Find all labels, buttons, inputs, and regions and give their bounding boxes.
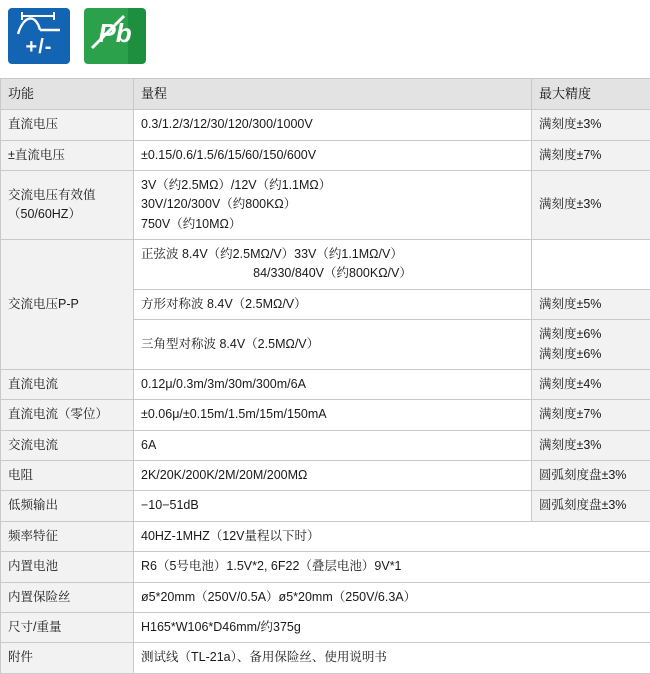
cell-function: 交流电流 (1, 430, 134, 460)
table-row (1, 240, 650, 290)
table-row (1, 170, 650, 239)
header-function: 功能 (1, 79, 134, 110)
table-row (1, 369, 650, 399)
cell-function-line: 交流电压有效值 (8, 186, 126, 205)
cell-function: 低频输出 (1, 491, 134, 521)
pb-free-crossed-icon (84, 8, 146, 64)
cell-accuracy: 满刻度±5% (532, 289, 650, 319)
pb-label: Pb (84, 20, 146, 46)
cell-range-line: 3V（约2.5MΩ）/12V（约1.1MΩ） (141, 176, 524, 195)
cell-accuracy: 满刻度±7% (532, 140, 650, 170)
cell-function: 内置保险丝 (1, 582, 134, 612)
cell-accuracy: 满刻度±7% (532, 400, 650, 430)
cell-accuracy: 满刻度±3% (532, 430, 650, 460)
cell-range-line: 30V/120/300V（约800KΩ） (141, 195, 524, 214)
cell-range: 0.3/1.2/3/12/30/120/300/1000V (134, 110, 532, 140)
table-row (1, 612, 650, 642)
table-row (1, 400, 650, 430)
cell-function: ±直流电压 (1, 140, 134, 170)
cell-function: 内置电池 (1, 552, 134, 582)
cell-accuracy: 满刻度±3% (532, 110, 650, 140)
cell-accuracy: 满刻度±3% (532, 170, 650, 239)
table-row (1, 582, 650, 612)
cell-range: −10−51dB (134, 491, 532, 521)
cell-function: 电阻 (1, 461, 134, 491)
cell-range: 三角型对称波 8.4V（2.5MΩ/V） (134, 320, 532, 370)
table-row (1, 140, 650, 170)
table-row (1, 521, 650, 551)
plus-minus-label: +/- (8, 37, 70, 57)
table-row (1, 491, 650, 521)
cell-range: ±0.15/0.6/1.5/6/15/60/150/600V (134, 140, 532, 170)
cell-function (1, 170, 134, 239)
badge-group (8, 8, 146, 64)
cell-range (134, 170, 532, 239)
cell-range (134, 240, 532, 290)
cell-range-line: 84/330/840V（约800KΩ/V） (141, 264, 524, 283)
cell-accuracy-line: 满刻度±6% (539, 345, 643, 364)
table-header-row (1, 79, 650, 110)
cell-function-line: （50/60HZ） (8, 205, 126, 224)
cell-range: ±0.06μ/±0.15m/1.5m/15m/150mA (134, 400, 532, 430)
dc-ac-symbol-badge (8, 8, 70, 64)
specifications-table (0, 78, 650, 674)
pb-free-badge (84, 8, 146, 64)
cell-function: 尺寸/重量 (1, 612, 134, 642)
cell-function: 直流电压 (1, 110, 134, 140)
cell-range: ø5*20mm（250V/0.5A）ø5*20mm（250V/6.3A） (134, 582, 650, 612)
cell-function: 频率特征 (1, 521, 134, 551)
cell-range: H165*W106*D46mm/约375g (134, 612, 650, 642)
table-row (1, 552, 650, 582)
cell-range: 6A (134, 430, 532, 460)
cell-accuracy: 圆弧刻度盘±3% (532, 461, 650, 491)
cell-range: 2K/20K/200K/2M/20M/200MΩ (134, 461, 532, 491)
header-accuracy: 最大精度 (532, 79, 650, 110)
cell-function: 直流电流（零位） (1, 400, 134, 430)
cell-range: 方形对称波 8.4V（2.5MΩ/V） (134, 289, 532, 319)
header-range: 量程 (134, 79, 532, 110)
cell-function: 附件 (1, 643, 134, 673)
cell-function: 直流电流 (1, 369, 134, 399)
cell-range: 测试线（TL-21a）、备用保险丝、使用说明书 (134, 643, 650, 673)
cell-function: 交流电压P-P (1, 240, 134, 370)
cell-accuracy: 圆弧刻度盘±3% (532, 491, 650, 521)
cell-accuracy-empty (532, 240, 650, 290)
table-row (1, 643, 650, 673)
table-row (1, 110, 650, 140)
cell-range: R6（5号电池）1.5V*2, 6F22（叠层电池）9V*1 (134, 552, 650, 582)
cell-range: 0.12μ/0.3m/3m/30m/300m/6A (134, 369, 532, 399)
cell-accuracy-line: 满刻度±6% (539, 325, 643, 344)
table-row (1, 430, 650, 460)
table-row (1, 461, 650, 491)
cell-accuracy (532, 320, 650, 370)
cell-range: 40HZ-1MHZ（12V量程以下时） (134, 521, 650, 551)
cell-range-line: 750V（约10MΩ） (141, 215, 524, 234)
cell-range-line: 正弦波 8.4V（约2.5MΩ/V）33V（约1.1MΩ/V） (141, 245, 524, 264)
cell-accuracy: 满刻度±4% (532, 369, 650, 399)
